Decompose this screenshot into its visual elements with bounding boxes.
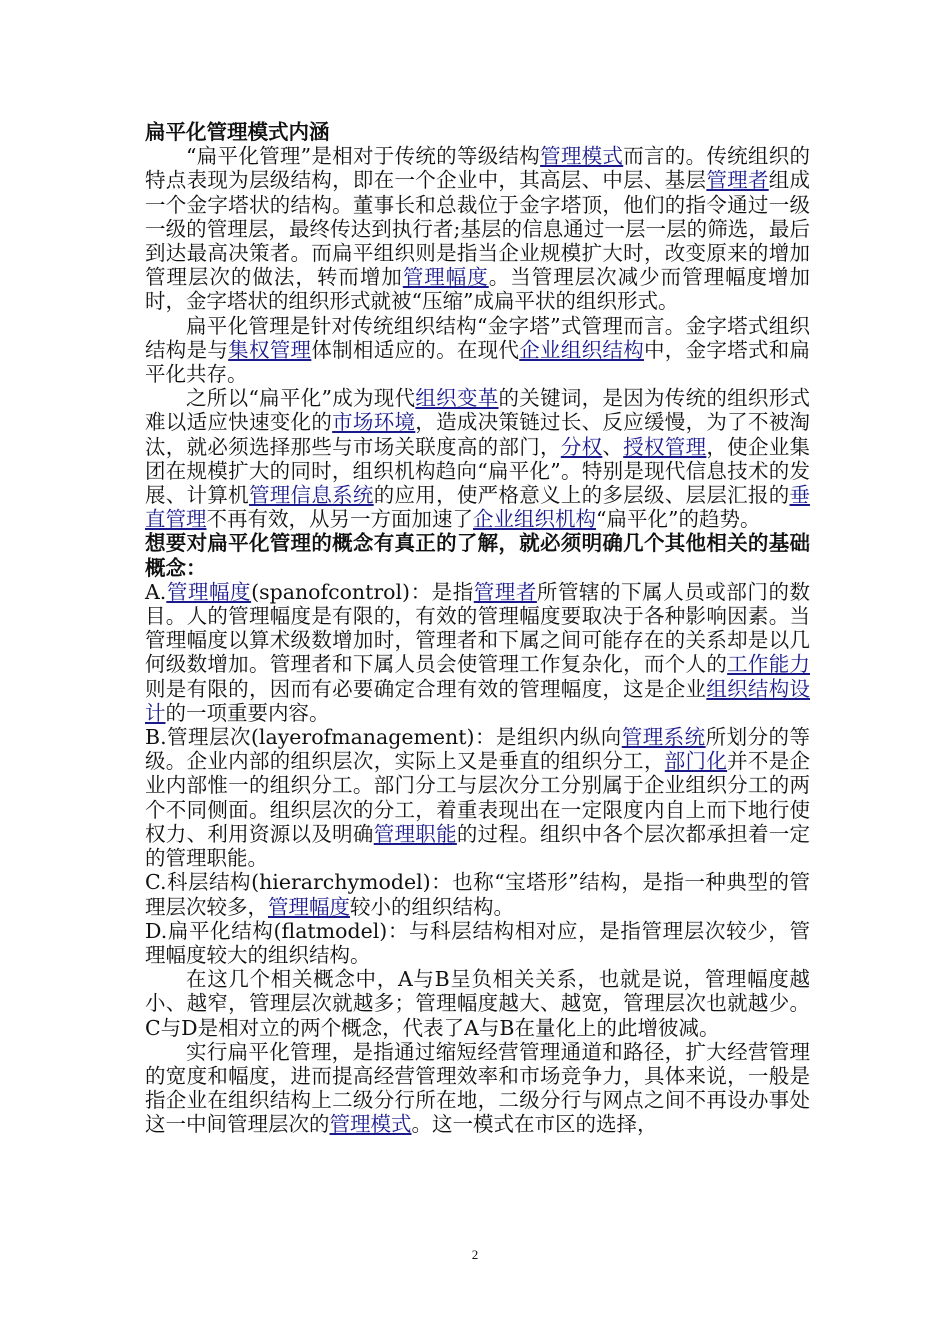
text-run: 则是有限的，因而有必要确定合理有效的管理幅度，这是企业	[145, 676, 707, 701]
term-link[interactable]: 市场环境	[332, 410, 416, 435]
term-link[interactable]: 垂直管理	[145, 483, 811, 532]
text-run: 中，金字塔式和扁平化共存。	[145, 337, 811, 387]
text-run: 并不是企业内部惟一的组织分工。部门分工与层次分工分别属于企业组织分工的两个不同侧面。组织层次的分工，着重表现出在一定限度内自上而下地行使权力、利用资源以及明确	[145, 749, 811, 846]
text-run: “扁平化”的趋势。	[596, 507, 761, 532]
term-link[interactable]: 管理系统	[621, 725, 706, 750]
text-run: 而言的。传统组织的特点表现为层级结构，即在一个企业中，其高层、中层、基层	[145, 144, 810, 193]
text-run: ，使企业集团在规模扩大的同时，组织机构趋向“扁平化”。特别是现代信息技术的发展、计算机	[145, 434, 811, 508]
term-link[interactable]: 管理模式	[329, 1112, 412, 1137]
text-run: 。当管理层次减少而管理幅度增加时，金字塔状的组织形式就被“压缩”成扁平状的组织形式。	[145, 265, 811, 314]
text-run: 实行扁平化管理，是指通过缩短经营管理通道和路径，扩大经营管理的宽度和幅度，进而提高经营管理效率和市场竞争力，具体来说，一般是指企业在组织结构上二级分行所在地，二级分行与网点之间不再设办事处这一中间管理层次的	[145, 1039, 810, 1137]
term-link[interactable]: 管理者	[706, 168, 769, 193]
text-run: 组成一个金字塔状的结构。董事长和总裁位于金字塔顶，他们的指令通过一级一级的管理层，最终传达到执行者;基层的信息通过一层一层的筛选，最后到达最高决策者。而扁平组织则是指当企业规模扩大时，改变原来的增加管理层次的做法，转而增加	[145, 168, 811, 290]
text-run: 的关键词，是因为传统的组织形式难以适应快速变化的	[145, 386, 810, 435]
term-link[interactable]: 管理幅度	[402, 265, 489, 290]
term-link[interactable]: 组织变革	[415, 386, 499, 411]
definition-b	[145, 725, 810, 870]
term-link[interactable]: 管理者	[473, 579, 537, 604]
text-run: 所管辖的下属人员或部门的数目。人的管理幅度是有限的，有效的管理幅度要取决于各种影响因素。当管理幅度以算术级数增加时，管理者和下属之间可能存在的关系却是以几何级数增加。管理者和下属人员会使管理工作复杂化，而个人的	[145, 579, 811, 677]
term-link[interactable]: 授权管理	[623, 434, 707, 459]
paragraph-reasons	[145, 386, 810, 531]
term-link[interactable]: 组织结构设计	[145, 676, 811, 725]
section-heading: 扁平化管理模式内涵	[145, 120, 330, 144]
term-link[interactable]: 管理幅度	[166, 579, 252, 604]
text-run: ，造成决策链过长、反应缓慢，为了不被淘汰，就必须选择那些与市场关联度高的部门，	[145, 410, 811, 459]
paragraph-implementation	[145, 1040, 810, 1137]
term-link[interactable]: 工作能力	[727, 652, 811, 677]
paragraph-pyramid	[145, 314, 810, 387]
concepts-heading: 想要对扁平化管理的概念有真正的了解，就必须明确几个其他相关的基础概念：	[145, 531, 810, 580]
text-run: A.	[145, 579, 167, 604]
text-run: 。这一模式在市区的选择，	[411, 1112, 658, 1137]
paragraph-intro	[145, 144, 810, 313]
term-link[interactable]: 部门化	[664, 749, 728, 774]
text-run: 在这几个相关概念中，A与B呈负相关关系，也就是说，管理幅度越小、越窄，管理层次就越多；管理幅度越大、越宽，管理层次也就越少。C与D是相对立的两个概念，代表了A与B在量化上的此增彼减。	[145, 967, 810, 1040]
text-run: 的过程。组织中各个层次都承担着一定的管理职能。	[145, 821, 811, 871]
term-link[interactable]: 管理模式	[540, 144, 624, 169]
definition-c	[145, 870, 810, 918]
text-run: “扁平化管理”是相对于传统的等级结构	[186, 144, 541, 169]
text-run: C.科层结构(hierarchymodel)：也称“宝塔形”结构，是指一种典型的管理层次较多，	[145, 870, 810, 919]
term-link[interactable]: 管理信息系统	[248, 483, 374, 508]
text-run: 体制相适应的。在现代	[311, 337, 520, 362]
text-run: 之所以“扁平化”成为现代	[186, 386, 416, 411]
term-link[interactable]: 管理职能	[373, 821, 457, 846]
definition-a	[145, 580, 810, 725]
text-run: 较小的组织结构。	[350, 894, 514, 919]
term-link[interactable]: 企业组织机构	[473, 507, 596, 532]
text-run: 的一项重要内容。	[165, 700, 330, 725]
text-run: B.管理层次(layerofmanagement)：是组织内纵向	[145, 725, 622, 750]
term-link[interactable]: 集权管理	[228, 337, 312, 362]
text-run: 不再有效，从另一方面加速了	[206, 507, 473, 532]
term-link[interactable]: 分权	[560, 434, 603, 459]
definition-d	[145, 919, 810, 967]
term-link[interactable]: 企业组织结构	[519, 337, 644, 362]
text-run: 、	[602, 434, 624, 459]
text-run: (spanofcontrol)：是指	[251, 579, 474, 604]
term-link[interactable]: 管理幅度	[268, 894, 350, 919]
document-body	[145, 120, 810, 1137]
text-run: 扁平化管理是针对传统组织结构“金字塔”式管理而言。金字塔式组织结构是与	[145, 313, 810, 362]
paragraph-relations	[145, 967, 810, 1040]
text-run: 所划分的等级。企业内部的组织层次，实际上又是垂直的组织分工，	[145, 725, 810, 774]
text-run: 的应用，使严格意义上的多层级、层层汇报的	[373, 483, 790, 508]
page-number: 2	[471, 1247, 479, 1262]
text-run: D.扁平化结构(flatmodel)：与科层结构相对应，是指管理层次较少，管理幅度较大的组织结构。	[145, 918, 810, 967]
